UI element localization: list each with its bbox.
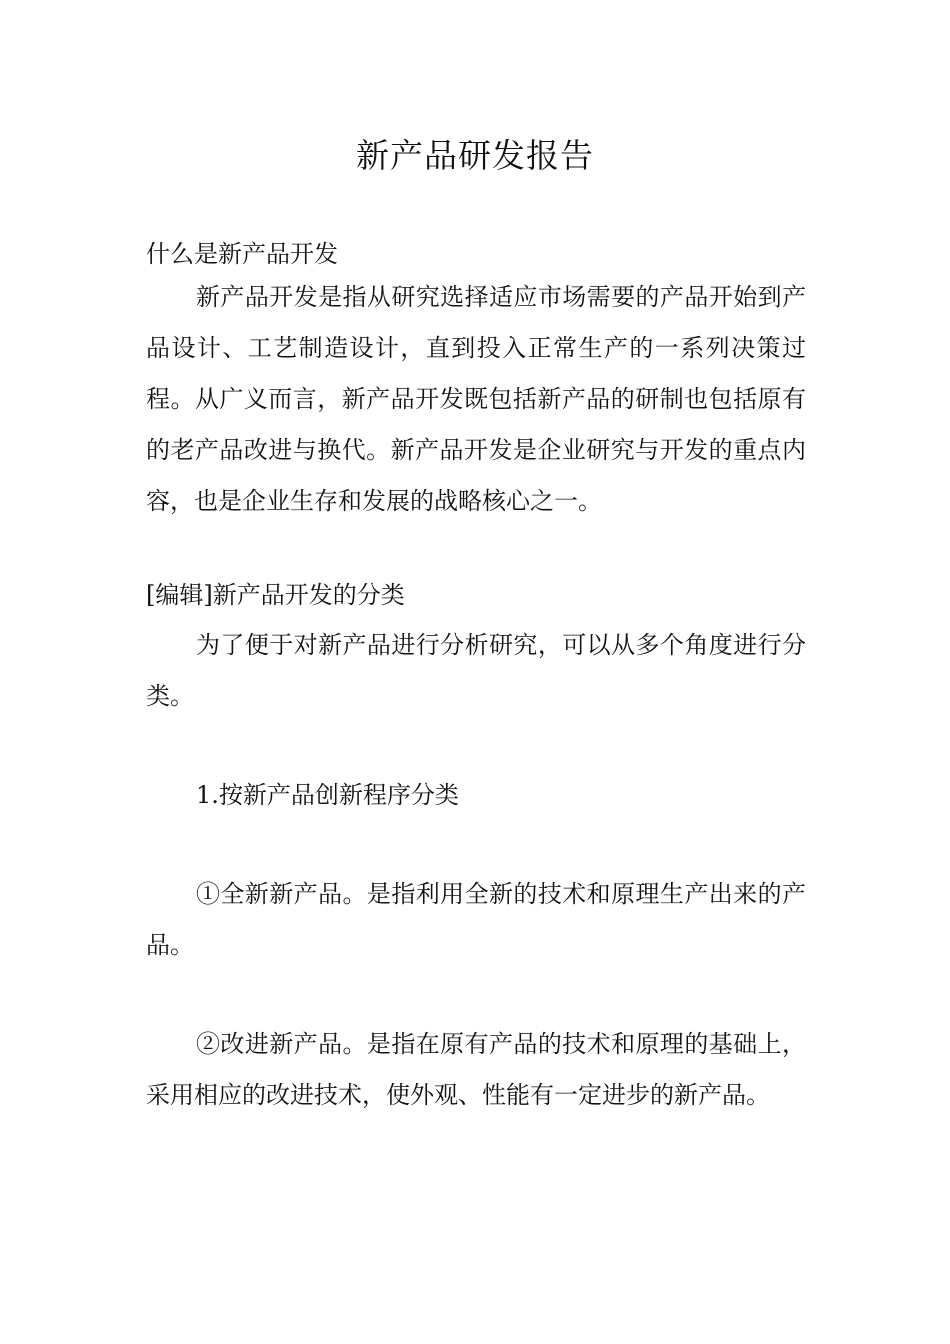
document-title: 新产品研发报告 xyxy=(356,136,594,175)
section-paragraph-intro: 为了便于对新产品进行分析研究，可以从多个角度进行分类。 xyxy=(146,631,806,710)
section-heading-classification: [编辑]新产品开发的分类 xyxy=(146,581,405,609)
section-heading-what-is: 什么是新产品开发 xyxy=(146,240,338,268)
list-item-improved-product: ②改进新产品。是指在原有产品的技术和原理的基础上，采用相应的改进技术，使外观、性能有一定进步的新产品。 xyxy=(146,1030,806,1109)
subsection-heading-innovation-degree: 1.按新产品创新程序分类 xyxy=(196,781,459,809)
list-item-brand-new-product: ①全新新产品。是指利用全新的技术和原理生产出来的产品。 xyxy=(146,880,806,959)
section-paragraph-definition: 新产品开发是指从研究选择适应市场需要的产品开始到产品设计、工艺制造设计，直到投入正常生产的一系列决策过程。从广义而言，新产品开发既包括新产品的研制也包括原有的老产品改进与换代。新产品开发是企业研究与开发的重点内容，也是企业生存和发展的战略核心之一。 xyxy=(146,283,806,515)
